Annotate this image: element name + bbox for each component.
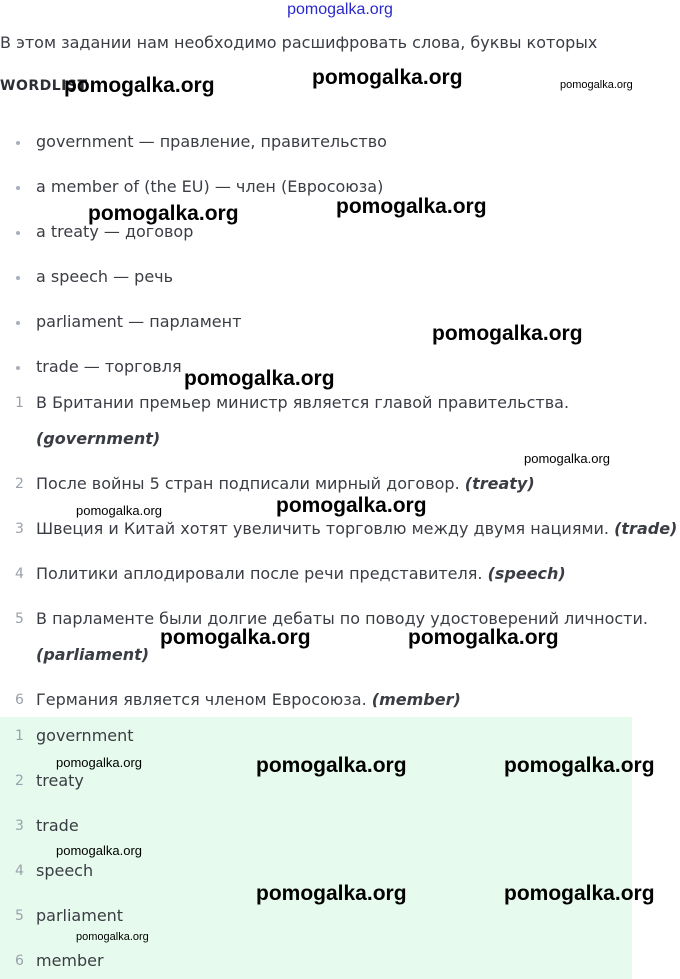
task-item <box>0 511 680 547</box>
bullet-dot-icon <box>16 186 20 190</box>
watermark: pomogalka.org <box>504 882 655 905</box>
answer-number: 6 <box>15 953 24 969</box>
task-answer: (treaty) <box>464 474 535 493</box>
task-item <box>0 556 680 592</box>
answer-number: 5 <box>15 908 24 924</box>
task-number: 6 <box>15 692 24 708</box>
task-item <box>0 385 680 457</box>
watermark: pomogalka.org <box>64 74 215 97</box>
answer-row <box>0 898 632 934</box>
answer-number: 2 <box>15 773 24 789</box>
bullet-dot-icon <box>16 366 20 370</box>
wordlist-item-text: a member of (the EU) — член (Евросоюза) <box>36 177 384 196</box>
answer-row <box>0 853 632 889</box>
answer-word: government <box>36 726 134 745</box>
task-number: 1 <box>15 395 24 411</box>
task-item <box>0 466 680 502</box>
watermark: pomogalka.org <box>276 494 427 517</box>
task-body <box>36 511 680 547</box>
answer-row <box>0 808 632 844</box>
answer-word: treaty <box>36 771 84 790</box>
wordlist-item-text: trade — торговля <box>36 357 182 376</box>
wordlist-title: WORDLIST <box>0 78 88 94</box>
task-answer: (parliament) <box>36 645 150 664</box>
watermark: pomogalka.org <box>56 843 142 858</box>
watermark: pomogalka.org <box>256 882 407 905</box>
site-header-link[interactable]: pomogalka.org <box>287 1 393 18</box>
watermark: pomogalka.org <box>256 754 407 777</box>
watermark: pomogalka.org <box>524 451 610 466</box>
task-body <box>36 601 680 673</box>
wordlist-item-text: parliament — парламент <box>36 312 242 331</box>
task-body <box>36 466 680 502</box>
watermark: pomogalka.org <box>408 626 559 649</box>
watermark: pomogalka.org <box>184 367 335 390</box>
answer-number: 4 <box>15 863 24 879</box>
task-text: Швеция и Китай хотят увеличить торговлю между двумя нациями. <box>36 519 609 538</box>
watermark: pomogalka.org <box>76 503 162 518</box>
answer-word: member <box>36 951 104 970</box>
answer-row <box>0 763 632 799</box>
task-item <box>0 601 680 673</box>
task-text: Политики аплодировали после речи представителя. <box>36 564 483 583</box>
task-text: В парламенте были долгие дебаты по поводу удостоверений личности. <box>36 609 648 628</box>
bullet-dot-icon <box>16 321 20 325</box>
bullet-dot-icon <box>16 276 20 280</box>
answer-row <box>0 943 632 979</box>
answer-word: parliament <box>36 906 124 925</box>
task-number: 3 <box>15 521 24 537</box>
answer-row <box>0 718 632 754</box>
task-text: Германия является членом Евросоюза. <box>36 690 367 709</box>
watermark: pomogalka.org <box>88 202 239 225</box>
task-answer: (member) <box>371 690 461 709</box>
task-answer: (trade) <box>614 519 678 538</box>
bullet-dot-icon <box>16 231 20 235</box>
answer-number: 3 <box>15 818 24 834</box>
task-answer: (speech) <box>487 564 566 583</box>
task-number: 4 <box>15 566 24 582</box>
watermark: pomogalka.org <box>560 79 633 91</box>
task-text: После войны 5 стран подписали мирный договор. <box>36 474 460 493</box>
watermark: pomogalka.org <box>160 626 311 649</box>
intro-text: В этом задании нам необходимо расшифровать слова, буквы которых <box>0 33 598 52</box>
answer-word: trade <box>36 816 79 835</box>
wordlist-item-text: a speech — речь <box>36 267 174 286</box>
watermark: pomogalka.org <box>336 195 487 218</box>
task-body <box>36 682 680 718</box>
watermark: pomogalka.org <box>432 322 583 345</box>
task-number: 5 <box>15 611 24 627</box>
watermark: pomogalka.org <box>76 931 149 943</box>
bullet-dot-icon <box>16 141 20 145</box>
task-body <box>36 556 680 592</box>
wordlist-item-text: a treaty — договор <box>36 222 194 241</box>
watermark: pomogalka.org <box>56 755 142 770</box>
task-text: В Британии премьер министр является главой правительства. <box>36 393 570 412</box>
answer-word: speech <box>36 861 94 880</box>
task-answer: (government) <box>36 429 161 448</box>
task-item <box>0 682 680 718</box>
task-number: 2 <box>15 476 24 492</box>
watermark: pomogalka.org <box>312 66 463 89</box>
watermark: pomogalka.org <box>504 754 655 777</box>
wordlist-item-text: government — правление, правительство <box>36 132 387 151</box>
task-body <box>36 385 680 457</box>
answers-panel <box>0 717 632 979</box>
answer-number: 1 <box>15 728 24 744</box>
